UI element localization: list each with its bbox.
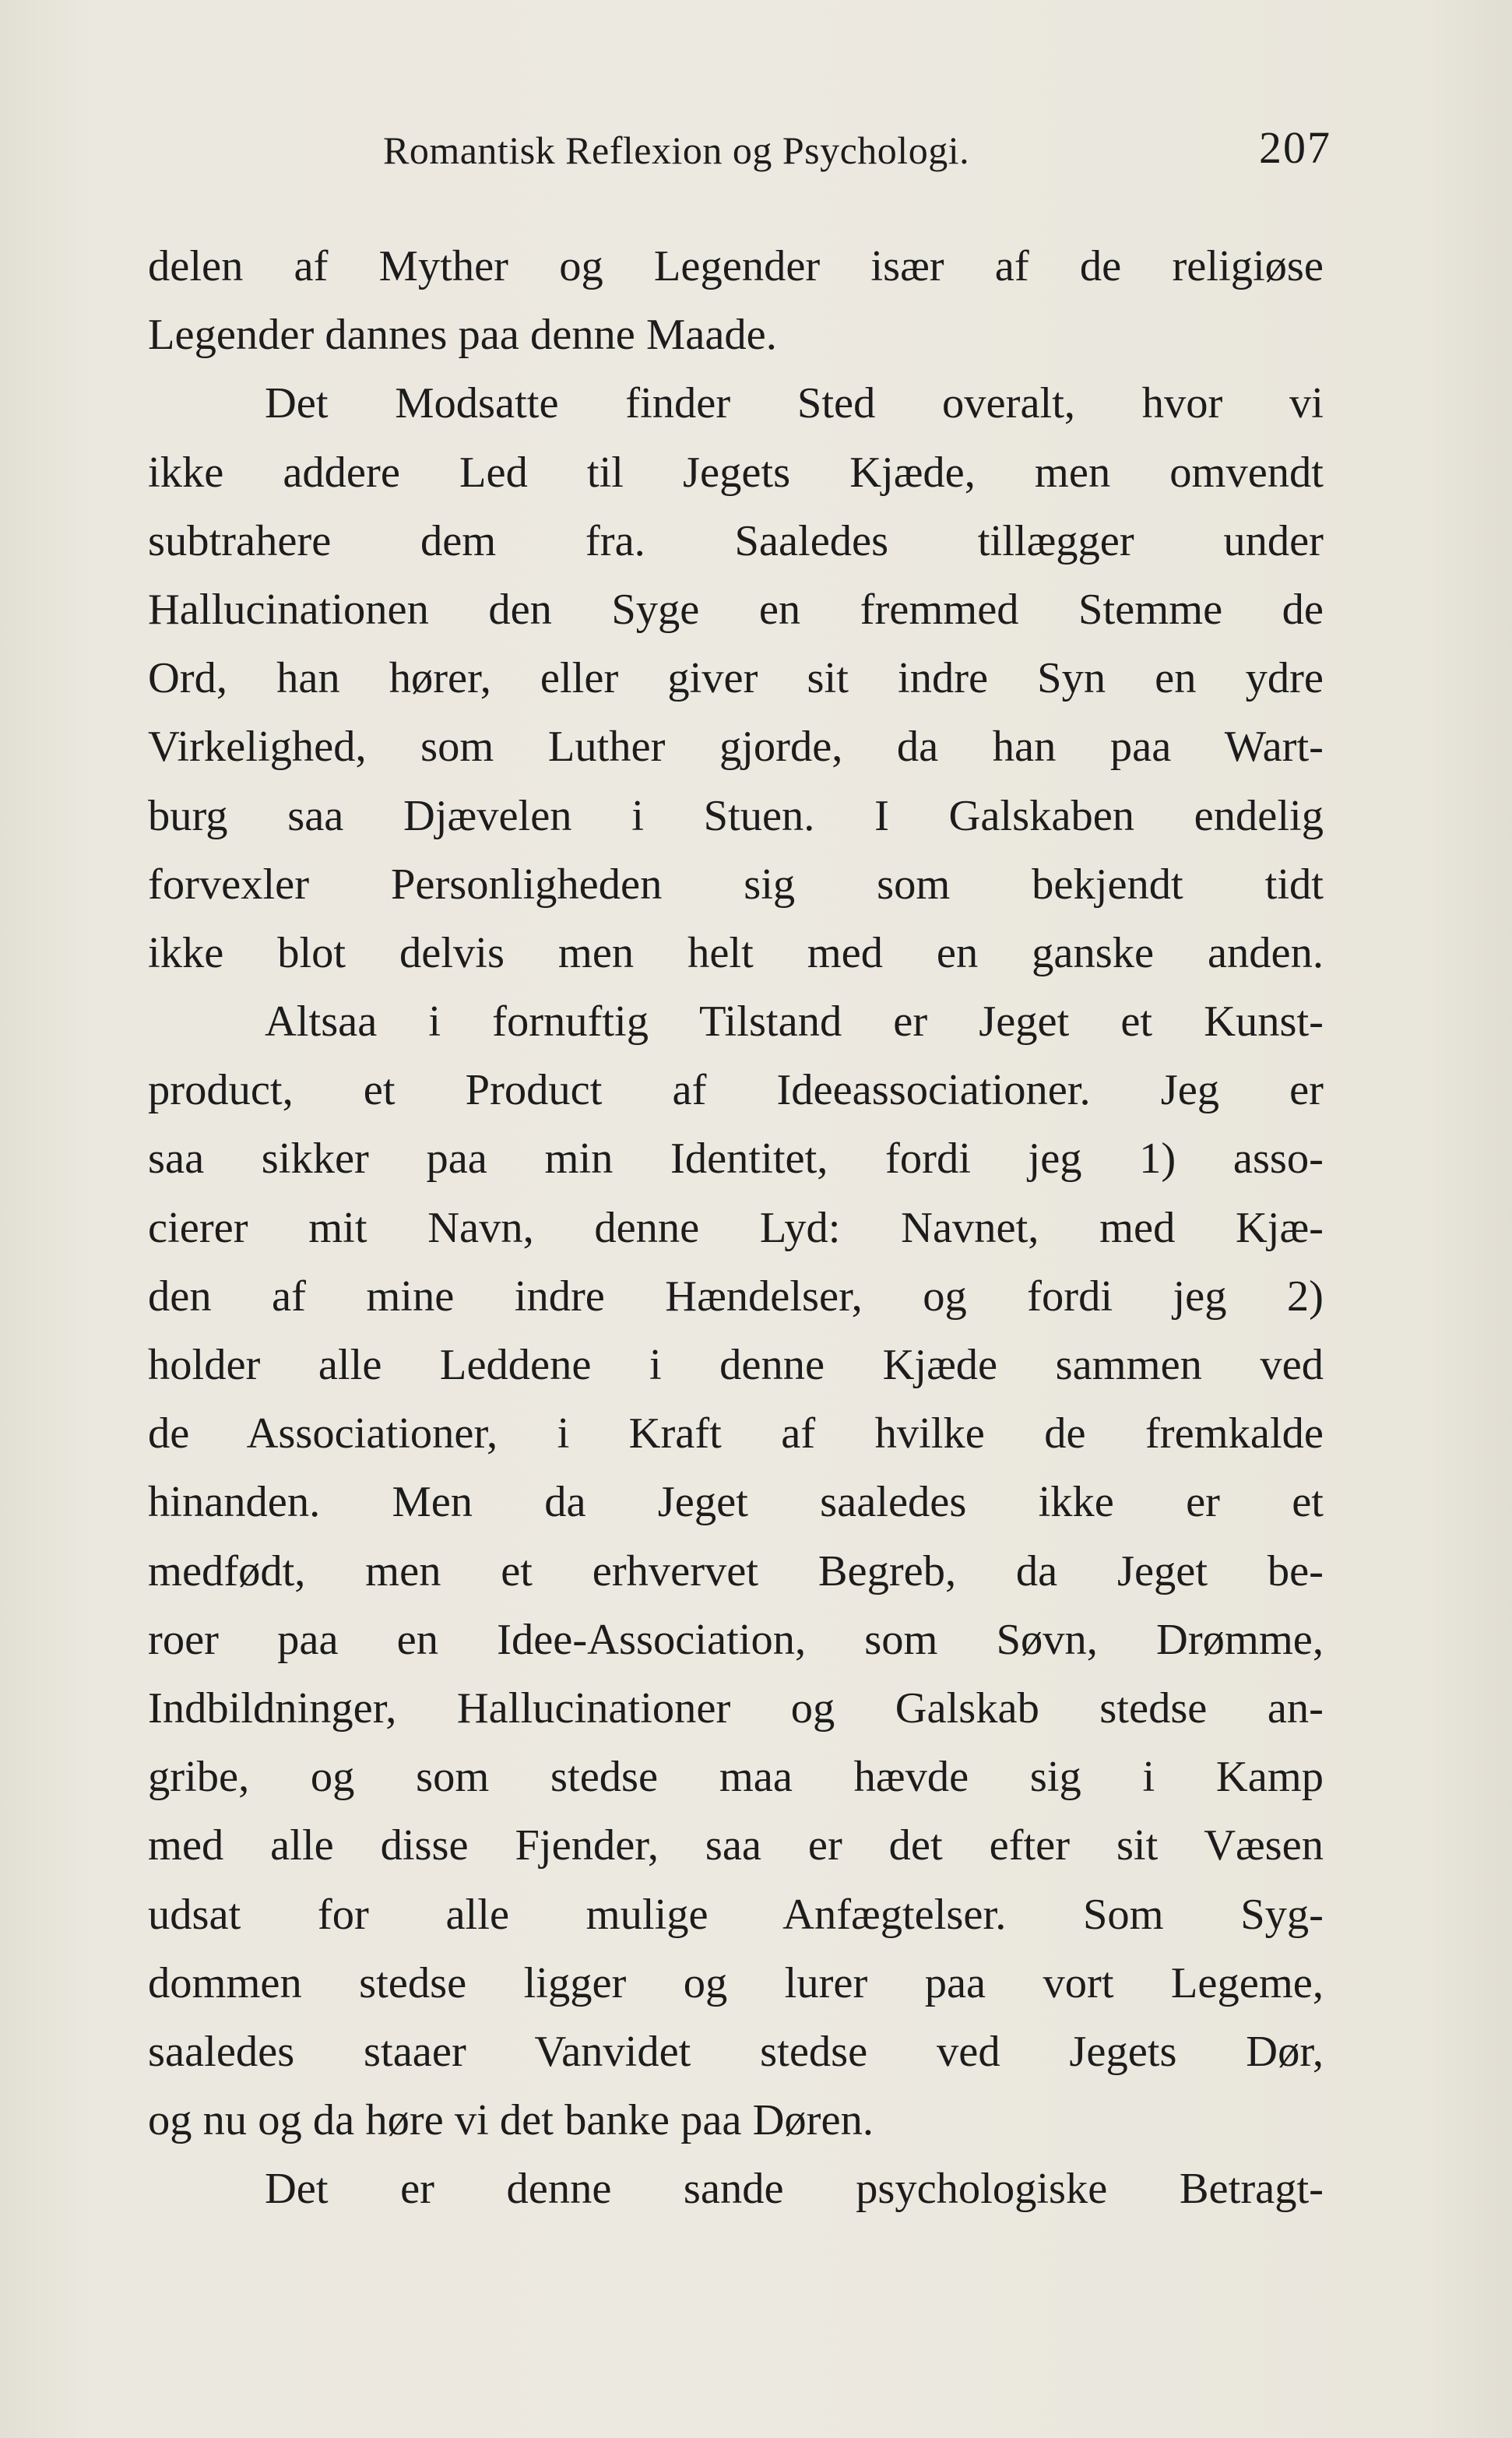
text-line: Indbildninger, Hallucinationer og Galskab stedse an- [148, 1683, 1324, 1733]
text-line: Ord, han hører, eller giver sit indre Syn en ydre [148, 654, 1324, 703]
text-line: ikke blot delvis men helt med en ganske anden. [148, 928, 1324, 977]
text-line: medfødt, men et erhvervet Begreb, da Jeget be- [148, 1546, 1324, 1595]
text-line: Altsaa i fornuftig Tilstand er Jeget et Kunst- [265, 997, 1324, 1047]
text-line: hinanden. Men da Jeget saaledes ikke er et [148, 1478, 1324, 1527]
page-number: 207 [1259, 122, 1331, 173]
text-line: Legender dannes paa denne Maade. [148, 311, 777, 360]
text-line: udsat for alle mulige Anfægtelser. Som Syg- [148, 1890, 1324, 1939]
text-line: subtrahere dem fra. Saaledes tillægger under [148, 516, 1324, 565]
text-line: Virkelighed, som Luther gjorde, da han paa Wart- [148, 723, 1324, 772]
text-line: de Associationer, i Kraft af hvilke de fremkalde [148, 1409, 1324, 1458]
text-line: burg saa Djævelen i Stuen. I Galskaben endelig [148, 791, 1324, 840]
text-line: ikke addere Led til Jegets Kjæde, men omvendt [148, 448, 1324, 497]
text-line: holder alle Leddene i denne Kjæde sammen ved [148, 1341, 1324, 1389]
text-line: dommen stedse ligger og lurer paa vort Legeme, [148, 1958, 1324, 2007]
text-line: roer paa en Idee-Association, som Søvn, Drømme, [148, 1615, 1324, 1664]
text-line: cierer mit Navn, denne Lyd: Navnet, med Kjæ- [148, 1203, 1324, 1252]
text-line: og nu og da høre vi det banke paa Døren. [148, 2096, 874, 2145]
text-line: Det er denne sande psychologiske Betragt- [265, 2165, 1324, 2214]
text-line: forvexler Personligheden sig som bekjendt tidt [148, 860, 1324, 909]
body-text [148, 232, 1324, 2223]
page-header [148, 117, 1331, 179]
text-line: den af mine indre Hændelser, og fordi jeg 2) [148, 1272, 1324, 1321]
text-line: delen af Myther og Legender især af de religiøse [148, 242, 1324, 290]
text-line: saa sikker paa min Identitet, fordi jeg 1) asso- [148, 1135, 1324, 1184]
text-line: saaledes staaer Vanvidet stedse ved Jegets Dør, [148, 2027, 1324, 2076]
text-line: product, et Product af Ideeassociationer. Jeg er [148, 1066, 1324, 1115]
text-line: med alle disse Fjender, saa er det efter sit Væsen [148, 1821, 1324, 1870]
text-line: Det Modsatte finder Sted overalt, hvor vi [265, 379, 1324, 428]
text-line: gribe, og som stedse maa hævde sig i Kamp [148, 1753, 1324, 1802]
text-line: Hallucinationen den Syge en fremmed Stemme de [148, 585, 1324, 634]
running-title: Romantisk Reflexion og Psychologi. [383, 128, 970, 172]
